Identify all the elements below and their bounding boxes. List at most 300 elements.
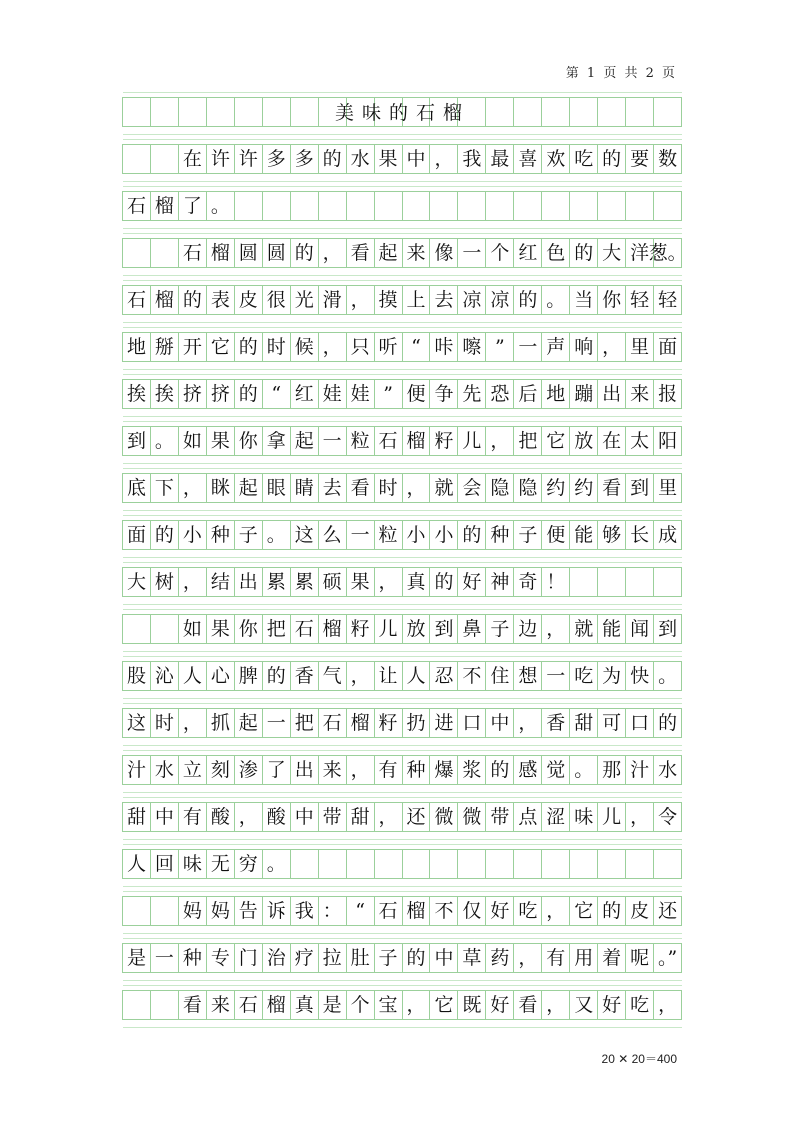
- text-row: [122, 379, 682, 409]
- grid-cell: 果: [347, 568, 375, 596]
- grid-cell: 神: [486, 568, 514, 596]
- grid-cell: [375, 850, 403, 878]
- grid-cell: 在: [179, 145, 207, 173]
- composition-grid: [122, 97, 687, 1037]
- grid-cell: 沁: [151, 662, 179, 690]
- grid-cell: [542, 850, 570, 878]
- grid-cell: ，: [430, 145, 458, 173]
- grid-cell: 榴: [151, 286, 179, 314]
- grid-cell: 轻: [626, 286, 654, 314]
- grid-cell: 约: [542, 474, 570, 502]
- grid-cell: 子: [375, 944, 403, 972]
- grid-cell: ，: [626, 803, 654, 831]
- grid-cell: 的: [235, 333, 263, 361]
- grid-cell: 的: [319, 145, 347, 173]
- grid-cell: 门: [235, 944, 263, 972]
- grid-cell: 真: [403, 568, 431, 596]
- grid-cell: 娃: [319, 380, 347, 408]
- grid-cell: [151, 145, 179, 173]
- text-row: [122, 990, 682, 1020]
- grid-cell: 吃: [570, 145, 598, 173]
- text-row: [122, 238, 687, 268]
- grid-cell: 看: [179, 991, 207, 1019]
- grid-cell: 只: [347, 333, 375, 361]
- grid-cell: 把: [263, 615, 291, 643]
- grid-cell: 皮: [626, 897, 654, 925]
- grid-cell: 肚: [347, 944, 375, 972]
- text-row: [122, 896, 682, 926]
- grid-cell: 累: [291, 568, 319, 596]
- grid-cell: 许: [207, 145, 235, 173]
- grid-cell: 人: [123, 850, 151, 878]
- grid-cell: 把: [514, 427, 542, 455]
- grid-cell: 面: [123, 521, 151, 549]
- grid-cell: 觉: [542, 756, 570, 784]
- grid-cell: 籽: [430, 427, 458, 455]
- grid-cell: 儿: [375, 615, 403, 643]
- grid-cell: 小: [179, 521, 207, 549]
- grid-cell: [291, 850, 319, 878]
- grid-cell: 会: [458, 474, 486, 502]
- text-row: [122, 191, 682, 221]
- text-row: [122, 285, 682, 315]
- grid-cell: 榴: [403, 897, 431, 925]
- grid-cell: 一: [347, 521, 375, 549]
- grid-cell: 时: [375, 474, 403, 502]
- grid-cell: 到: [654, 615, 682, 643]
- grid-cell: 果: [207, 615, 235, 643]
- grid-cell: 石: [123, 286, 151, 314]
- grid-cell: 先: [458, 380, 486, 408]
- grid-cell: 来: [626, 380, 654, 408]
- grid-cell: 石: [179, 239, 207, 267]
- grid-cell: 了: [263, 756, 291, 784]
- grid-cell: 用: [570, 944, 598, 972]
- grid-cell: [151, 615, 179, 643]
- grid-cell: 榴: [263, 991, 291, 1019]
- grid-cell: 多: [263, 145, 291, 173]
- grid-cell: ，: [654, 991, 682, 1019]
- grid-cell: 隐: [514, 474, 542, 502]
- grid-cell: 甜: [347, 803, 375, 831]
- grid-cell: 声: [542, 333, 570, 361]
- grid-cell: 微: [430, 803, 458, 831]
- grid-cell: 果: [375, 145, 403, 173]
- grid-cell: 榴: [403, 427, 431, 455]
- grid-cell: 令: [654, 803, 682, 831]
- grid-cell: 。: [570, 756, 598, 784]
- grid-cell: 的: [151, 521, 179, 549]
- grid-cell: 又: [570, 991, 598, 1019]
- grid-cell: 候: [291, 333, 319, 361]
- grid-cell: 大: [598, 239, 626, 267]
- grid-cell: 中: [430, 944, 458, 972]
- grid-cell: 便: [403, 380, 431, 408]
- text-row: [122, 520, 682, 550]
- grid-cell: 一: [458, 239, 486, 267]
- grid-cell: [626, 568, 654, 596]
- grid-cell: “: [403, 333, 431, 361]
- grid-cell: 下: [151, 474, 179, 502]
- grid-cell: 里: [654, 474, 682, 502]
- grid-cell: [486, 850, 514, 878]
- grid-size-label: 20 ✕ 20＝400: [601, 1052, 677, 1066]
- grid-cell: 上: [403, 286, 431, 314]
- grid-cell: 那: [598, 756, 626, 784]
- grid-cell: [347, 850, 375, 878]
- grid-cell: 我: [291, 897, 319, 925]
- grid-cell: 中: [291, 803, 319, 831]
- grid-cell: ，: [347, 286, 375, 314]
- grid-cell: 好: [486, 897, 514, 925]
- grid-cell: [570, 850, 598, 878]
- grid-cell: 。: [542, 286, 570, 314]
- grid-cell: 酸: [263, 803, 291, 831]
- grid-cell: 看: [347, 239, 375, 267]
- grid-cell: 榴: [347, 709, 375, 737]
- grid-cell: 的: [430, 568, 458, 596]
- grid-cell: 酸: [207, 803, 235, 831]
- grid-cell: 的: [514, 286, 542, 314]
- grid-cell: 水: [654, 756, 682, 784]
- grid-cell: 立: [179, 756, 207, 784]
- grid-cell: 葱。: [654, 239, 682, 267]
- grid-cell: 隐: [486, 474, 514, 502]
- grid-cell: 带: [486, 803, 514, 831]
- grid-cell: 放: [570, 427, 598, 455]
- grid-cell: 儿: [458, 427, 486, 455]
- grid-cell: 中: [403, 145, 431, 173]
- grid-cell: 穷: [235, 850, 263, 878]
- grid-cell: 看: [347, 474, 375, 502]
- grid-cell: 拉: [319, 944, 347, 972]
- grid-cell: [403, 850, 431, 878]
- grid-cell: 的: [598, 897, 626, 925]
- grid-cell: 来: [319, 756, 347, 784]
- grid-cell: ，: [514, 944, 542, 972]
- grid-cell: 妈: [179, 897, 207, 925]
- grid-cell: 的: [235, 380, 263, 408]
- grid-cell: 涩: [542, 803, 570, 831]
- grid-cell: 起: [235, 709, 263, 737]
- grid-cell: 最: [486, 145, 514, 173]
- grid-cell: 表: [207, 286, 235, 314]
- grid-cell: 专: [207, 944, 235, 972]
- grid-cell: 治: [263, 944, 291, 972]
- grid-cell: 来: [207, 991, 235, 1019]
- grid-cell: 浆: [458, 756, 486, 784]
- grid-cell: [626, 850, 654, 878]
- grid-cell: [542, 192, 570, 220]
- grid-cell: [375, 192, 403, 220]
- grid-cell: [151, 239, 179, 267]
- grid-cell: 味: [570, 803, 598, 831]
- grid-cell: ，: [347, 662, 375, 690]
- grid-cell: 闻: [626, 615, 654, 643]
- grid-cell: 种: [403, 756, 431, 784]
- grid-cell: 如: [179, 615, 207, 643]
- grid-cell: [151, 897, 179, 925]
- grid-cell: 感: [514, 756, 542, 784]
- grid-cell: 了: [179, 192, 207, 220]
- grid-cell: 的: [486, 756, 514, 784]
- grid-cell: 看: [514, 991, 542, 1019]
- grid-cell: 扔: [403, 709, 431, 737]
- grid-cell: 刻: [207, 756, 235, 784]
- grid-cell: 要: [626, 145, 654, 173]
- grid-cell: 子: [486, 615, 514, 643]
- grid-cell: 口: [626, 709, 654, 737]
- grid-cell: 种: [179, 944, 207, 972]
- grid-cell: [151, 991, 179, 1019]
- grid-cell: 抓: [207, 709, 235, 737]
- grid-cell: 成: [654, 521, 682, 549]
- grid-cell: 眯: [207, 474, 235, 502]
- grid-cell: 皮: [235, 286, 263, 314]
- grid-cell: 中: [151, 803, 179, 831]
- grid-cell: ，: [375, 568, 403, 596]
- grid-cell: 吃: [626, 991, 654, 1019]
- grid-cell: 的: [403, 944, 431, 972]
- grid-cell: [598, 568, 626, 596]
- grid-cell: 能: [598, 615, 626, 643]
- grid-cell: 草: [458, 944, 486, 972]
- grid-cell: 后: [514, 380, 542, 408]
- grid-cell: 滑: [319, 286, 347, 314]
- grid-cell: ，: [403, 991, 431, 1019]
- grid-cell: 它: [542, 427, 570, 455]
- grid-cell: [626, 192, 654, 220]
- grid-cell: 带: [319, 803, 347, 831]
- grid-cell: [514, 192, 542, 220]
- grid-cell: 掰: [151, 333, 179, 361]
- grid-cell: 不: [458, 662, 486, 690]
- grid-cell: 凉: [458, 286, 486, 314]
- grid-cell: 挤: [179, 380, 207, 408]
- grid-cell: 一: [151, 944, 179, 972]
- grid-cell: 粒: [375, 521, 403, 549]
- grid-cell: 报: [654, 380, 682, 408]
- grid-cell: 响: [570, 333, 598, 361]
- grid-cell: 子: [514, 521, 542, 549]
- grid-cell: 时: [263, 333, 291, 361]
- grid-cell: 既: [458, 991, 486, 1019]
- grid-cell: 住: [486, 662, 514, 690]
- grid-cell: 轻: [654, 286, 682, 314]
- grid-cell: 像: [430, 239, 458, 267]
- grid-cell: 的: [570, 239, 598, 267]
- grid-cell: 无: [207, 850, 235, 878]
- grid-cell: 是: [319, 991, 347, 1019]
- grid-cell: 么: [319, 521, 347, 549]
- grid-cell: 药: [486, 944, 514, 972]
- text-row: [122, 426, 682, 456]
- grid-cell: 石: [291, 615, 319, 643]
- grid-cell: 气: [319, 662, 347, 690]
- grid-cell: 真: [291, 991, 319, 1019]
- grid-cell: 一: [542, 662, 570, 690]
- grid-cell: 甜: [570, 709, 598, 737]
- grid-cell: 的: [458, 521, 486, 549]
- grid-cell: 水: [151, 756, 179, 784]
- grid-cell: 好: [598, 991, 626, 1019]
- grid-cell: 你: [235, 615, 263, 643]
- grid-cell: ，: [319, 239, 347, 267]
- grid-cell: 妈: [207, 897, 235, 925]
- grid-cell: 石: [123, 192, 151, 220]
- text-row: [122, 144, 682, 174]
- grid-cell: 里: [626, 333, 654, 361]
- grid-cell: 地: [542, 380, 570, 408]
- grid-cell: [347, 192, 375, 220]
- grid-cell: 面: [654, 333, 682, 361]
- grid-cell: 还: [654, 897, 682, 925]
- grid-cell: ”: [375, 380, 403, 408]
- grid-cell: 欢: [542, 145, 570, 173]
- grid-cell: 有: [542, 944, 570, 972]
- grid-cell: 红: [291, 380, 319, 408]
- grid-cell: 蹦: [570, 380, 598, 408]
- grid-cell: 儿: [598, 803, 626, 831]
- grid-cell: 是: [123, 944, 151, 972]
- grid-cell: 约: [570, 474, 598, 502]
- grid-cell: [654, 568, 682, 596]
- grid-cell: [263, 192, 291, 220]
- grid-cell: 。: [263, 850, 291, 878]
- grid-cell: 香: [542, 709, 570, 737]
- grid-cell: 有: [375, 756, 403, 784]
- grid-cell: 让: [375, 662, 403, 690]
- page-indicator: 第 1 页 共 2 页: [565, 66, 677, 81]
- grid-cell: 股: [123, 662, 151, 690]
- grid-cell: 诉: [263, 897, 291, 925]
- grid-cell: 它: [430, 991, 458, 1019]
- grid-cell: 籽: [375, 709, 403, 737]
- grid-cell: 边: [514, 615, 542, 643]
- grid-cell: 到: [626, 474, 654, 502]
- grid-cell: ，: [514, 709, 542, 737]
- grid-cell: 个: [347, 991, 375, 1019]
- text-row: [122, 661, 682, 691]
- grid-cell: 心: [207, 662, 235, 690]
- text-row: [122, 943, 682, 973]
- grid-cell: 到: [123, 427, 151, 455]
- grid-cell: 仅: [458, 897, 486, 925]
- text-row: [122, 332, 682, 362]
- grid-cell: 红: [514, 239, 542, 267]
- grid-cell: 宝: [375, 991, 403, 1019]
- grid-cell: 忍: [430, 662, 458, 690]
- grid-cell: 渗: [235, 756, 263, 784]
- grid-cell: 洋: [626, 239, 654, 267]
- grid-cell: 阳: [654, 427, 682, 455]
- grid-cell: 一: [319, 427, 347, 455]
- grid-cell: 为: [598, 662, 626, 690]
- grid-cell: 你: [235, 427, 263, 455]
- grid-cell: 喜: [514, 145, 542, 173]
- grid-cell: 榴: [207, 239, 235, 267]
- grid-cell: 爆: [430, 756, 458, 784]
- grid-cell: 多: [291, 145, 319, 173]
- grid-cell: 硕: [319, 568, 347, 596]
- grid-cell: 想: [514, 662, 542, 690]
- grid-cell: ，: [179, 709, 207, 737]
- grid-cell: 人: [403, 662, 431, 690]
- grid-cell: 树: [151, 568, 179, 596]
- grid-cell: 汁: [123, 756, 151, 784]
- grid-cell: 它: [570, 897, 598, 925]
- grid-cell: 。: [654, 662, 682, 690]
- grid-cell: 的: [598, 145, 626, 173]
- grid-cell: ，: [542, 615, 570, 643]
- grid-cell: ，: [319, 333, 347, 361]
- grid-cell: ，: [403, 474, 431, 502]
- essay-title: 美味的石榴: [334, 102, 470, 124]
- grid-cell: 着: [598, 944, 626, 972]
- grid-cell: [654, 192, 682, 220]
- grid-cell: ，: [179, 474, 207, 502]
- grid-cell: 石: [375, 897, 403, 925]
- grid-cell: 圆: [235, 239, 263, 267]
- grid-cell: 便: [542, 521, 570, 549]
- grid-cell: 恐: [486, 380, 514, 408]
- grid-cell: 长: [626, 521, 654, 549]
- grid-cell: 汁: [626, 756, 654, 784]
- grid-cell: [123, 615, 151, 643]
- text-row: [122, 849, 682, 879]
- grid-cell: 种: [207, 521, 235, 549]
- grid-cell: 的: [179, 286, 207, 314]
- grid-cell: 的: [263, 662, 291, 690]
- grid-cell: “: [347, 897, 375, 925]
- grid-cell: 子: [235, 521, 263, 549]
- grid-cell: 眼: [263, 474, 291, 502]
- grid-cell: [458, 850, 486, 878]
- grid-cell: 去: [430, 286, 458, 314]
- grid-cell: 好: [486, 991, 514, 1019]
- grid-cell: 出: [291, 756, 319, 784]
- grid-cell: 吃: [570, 662, 598, 690]
- grid-cell: 有: [179, 803, 207, 831]
- grid-cell: 。: [207, 192, 235, 220]
- grid-cell: ，: [375, 803, 403, 831]
- grid-cell: 结: [207, 568, 235, 596]
- grid-cell: 睛: [291, 474, 319, 502]
- grid-cell: [319, 192, 347, 220]
- grid-cell: [430, 192, 458, 220]
- grid-cell: 不: [430, 897, 458, 925]
- grid-cell: 鼻: [458, 615, 486, 643]
- grid-cell: ，: [347, 756, 375, 784]
- grid-cell: 就: [570, 615, 598, 643]
- grid-cell: [514, 850, 542, 878]
- grid-cell: 就: [430, 474, 458, 502]
- grid-cell: [486, 192, 514, 220]
- title-row: [122, 97, 682, 127]
- text-row: [122, 802, 682, 832]
- grid-cell: 太: [626, 427, 654, 455]
- grid-cell: 榴: [151, 192, 179, 220]
- grid-cell: 数: [654, 145, 682, 173]
- grid-cell: ：: [319, 897, 347, 925]
- grid-cell: 吃: [514, 897, 542, 925]
- grid-cell: [598, 850, 626, 878]
- grid-cell: [570, 568, 598, 596]
- grid-cell: 许: [235, 145, 263, 173]
- grid-cell: [123, 897, 151, 925]
- grid-cell: [654, 850, 682, 878]
- grid-cell: 小: [430, 521, 458, 549]
